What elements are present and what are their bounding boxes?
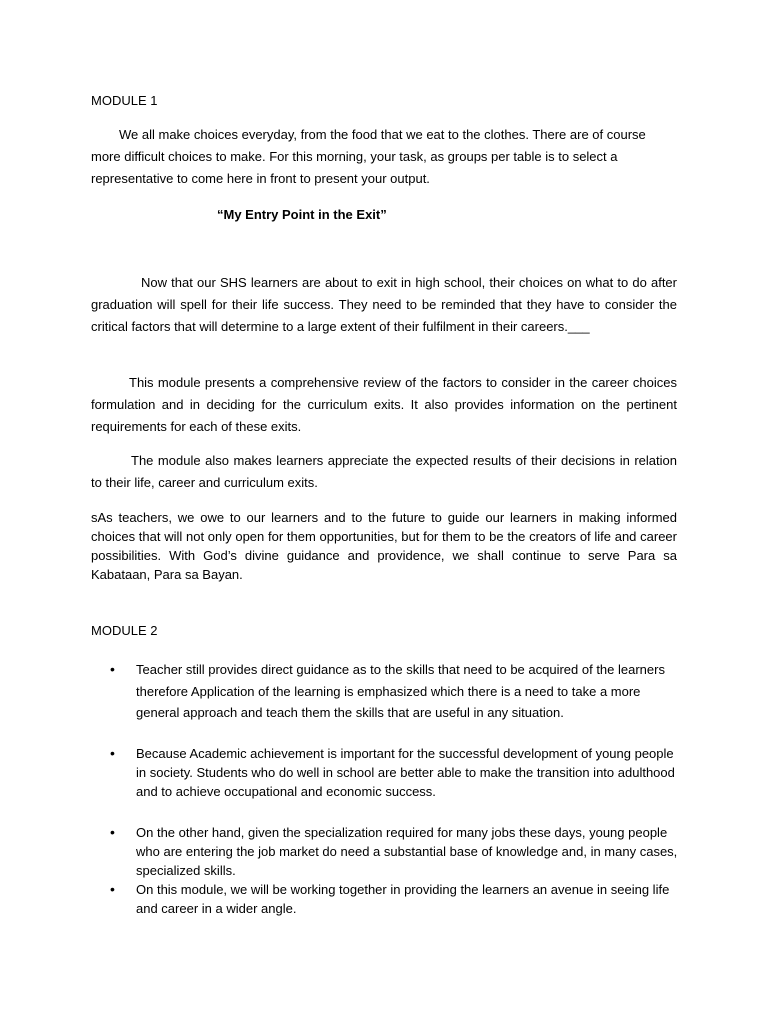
module-2-bullet-list [110, 744, 680, 801]
module-1-heading: MODULE 1 [91, 93, 158, 108]
module-2-bullet-list [110, 659, 680, 724]
list-item [110, 823, 680, 880]
paragraph-module-appreciate: The module also makes learners appreciate the expected results of their decisions in relation to their life, career and curriculum exits. [91, 453, 677, 490]
list-item-text: On the other hand, given the specialization required for many jobs these days, young people who are entering the job market do need a substantial base of knowledge and, in many cases, specialized skills. [136, 825, 678, 878]
bullet-icon: • [110, 745, 115, 761]
bullet-icon: • [110, 881, 115, 897]
paragraph-shs-learners: Now that our SHS learners are about to exit in high school, their choices on what to do after graduation will spell for their life success. They need to be reminded that they have to consider the critical factors that will determine to a large extent of their fulfilment in their careers.___ [91, 275, 677, 334]
bullet-icon: • [110, 824, 115, 840]
list-item [110, 659, 680, 724]
list-item-text: On this module, we will be working together in providing the learners an avenue in seeing life and career in a wider angle. [136, 882, 670, 916]
list-item [110, 880, 680, 918]
bullet-icon: • [110, 661, 115, 677]
list-item [110, 744, 680, 801]
paragraph-module-presents: This module presents a comprehensive review of the factors to consider in the career choices formulation and in deciding for the curriculum exits. It also provides information on the pertinent requirements for each of these exits. [91, 375, 677, 434]
module-1-title: “My Entry Point in the Exit” [217, 207, 387, 222]
module-1-intro: We all make choices everyday, from the food that we eat to the clothes. There are of course more difficult choices to make. For this morning, your task, as groups per table is to select a representative to come here in front to present your output. [91, 127, 646, 186]
module-2-bullet-list [110, 823, 680, 918]
list-item-text: Teacher still provides direct guidance as to the skills that need to be acquired of the learners therefore Application of the learning is emphasized which there is a need to take a more general approach and teach them the skills that are useful in any situation. [136, 662, 665, 720]
paragraph-as-teachers: sAs teachers, we owe to our learners and to the future to guide our learners in making informed choices that will not only open for them opportunities, but for them to be the creators of life and career possibilities. With God’s divine guidance and providence, we shall continue to serve Para sa Kabataan, Para sa Bayan. [91, 510, 677, 582]
module-2-heading: MODULE 2 [91, 623, 158, 638]
list-item-text: Because Academic achievement is important for the successful development of young people in society. Students who do well in school are better able to make the transition into adulthood and to achieve occupational and economic success. [136, 746, 675, 799]
